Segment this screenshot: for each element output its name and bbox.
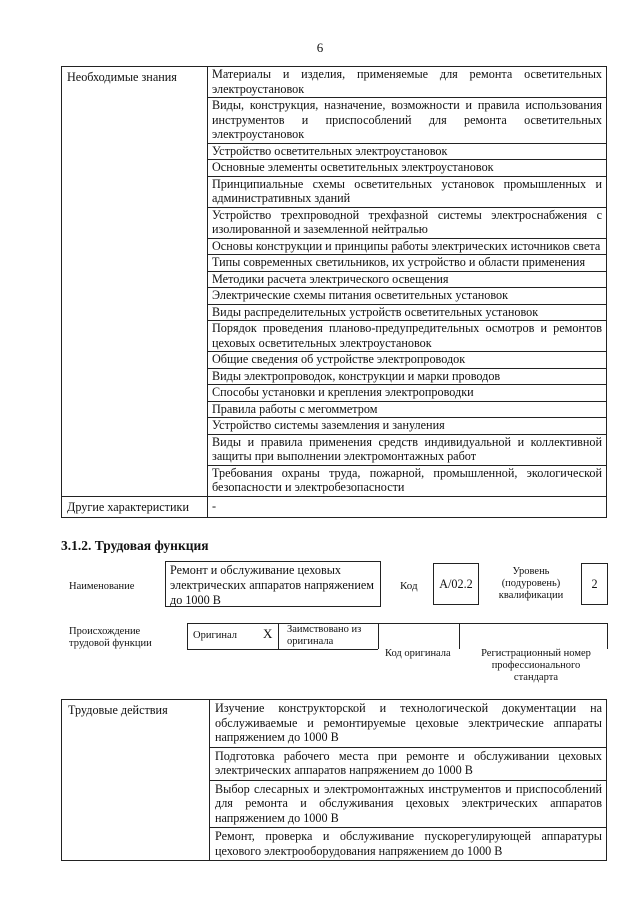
reg-number-label: Регистрационный номер профессионального стандарта (481, 648, 591, 683)
code-label: Код (400, 580, 418, 592)
knowledge-item: Виды распределительных устройств осветительных установок (208, 305, 606, 322)
section-title: 3.1.2. Трудовая функция (61, 538, 209, 553)
actions-label: Трудовые действия (62, 700, 210, 861)
knowledge-item: Типы современных светильников, их устройство и области применения (208, 255, 606, 272)
function-code: А/02.2 (433, 563, 479, 605)
action-item: Выбор слесарных и электромонтажных инструментов и приспособлений для ремонта и обслуживания цеховых электрических аппаратов напряжением до 1000 В (210, 781, 606, 829)
knowledge-row (62, 67, 607, 497)
action-item: Ремонт, проверка и обслуживание пускорегулирующей аппаратуры цехового электрооборудования напряжением до 1000 В (215, 829, 602, 858)
knowledge-item: Электрические схемы питания осветительных установок (208, 288, 606, 305)
knowledge-item: Методики расчета электрического освещения (208, 272, 606, 289)
knowledge-item: Устройство системы заземления и зануления (208, 418, 606, 435)
knowledge-item: Виды и правила применения средств индивидуальной и коллективной защиты при выполнении электромонтажных работ (208, 435, 606, 466)
level-label: Уровень (подуровень) квалификации (498, 566, 564, 601)
action-item: Подготовка рабочего места при ремонте и обслуживании цеховых электрических аппаратов напряжением до 1000 В (210, 748, 606, 781)
knowledge-item: Основные элементы осветительных электроустановок (208, 160, 606, 177)
knowledge-item: Принципиальные схемы осветительных установок промышленных и административных зданий (208, 177, 606, 208)
actions-table (61, 699, 607, 861)
borrowed-label: Заимствовано из оригинала (287, 624, 362, 647)
action-item: Изучение конструкторской и технологической документации на обслуживаемые и ремонтируемые цеховые электрические аппараты напряжением до 1000 В (210, 700, 606, 748)
name-label: Наименование (69, 581, 135, 592)
origin-code-label: Код оригинала (385, 648, 451, 659)
knowledge-item: Устройство трехпроводной трехфазной системы электроснабжения с изолированной и заземленной нейтралью (208, 208, 606, 239)
knowledge-label: Необходимые знания (62, 67, 208, 497)
other-row (62, 496, 607, 518)
knowledge-item: Устройство осветительных электроустановок (208, 144, 606, 161)
other-value: - (208, 496, 607, 518)
knowledge-table (61, 66, 607, 518)
knowledge-item: Правила работы с мегомметром (208, 402, 606, 419)
knowledge-item: Основы конструкции и принципы работы электрических источников света (208, 239, 606, 256)
knowledge-items (208, 67, 607, 497)
original-label: Оригинал (193, 630, 237, 641)
knowledge-item: Виды, конструкция, назначение, возможности и правила использования инструментов и приспособлений для ремонта осветительных электроустановок (208, 98, 606, 144)
knowledge-item: Порядок проведения планово-предупредительных осмотров и ремонтов цеховых осветительных электроустановок (208, 321, 606, 352)
actions-items (210, 700, 607, 861)
function-name: Ремонт и обслуживание цеховых электрических аппаратов напряжением до 1000 В (165, 561, 381, 607)
knowledge-item: Способы установки и крепления электропроводки (208, 385, 606, 402)
origin-grid (187, 623, 607, 649)
knowledge-item: Требования охраны труда, пожарной, промышленной, экологической безопасности и электробезопасности (212, 465, 602, 494)
other-label: Другие характеристики (62, 496, 208, 518)
knowledge-item: Материалы и изделия, применяемые для ремонта осветительных электроустановок (208, 67, 606, 98)
level-value: 2 (581, 563, 608, 605)
knowledge-item: Общие сведения об устройстве электропроводок (208, 352, 606, 369)
actions-row (62, 700, 607, 861)
original-mark: X (263, 626, 273, 641)
origin-label: Происхождение трудовой функции (69, 626, 152, 649)
page-number: 6 (316, 40, 324, 55)
knowledge-item: Виды электропроводок, конструкции и марки проводов (208, 369, 606, 386)
